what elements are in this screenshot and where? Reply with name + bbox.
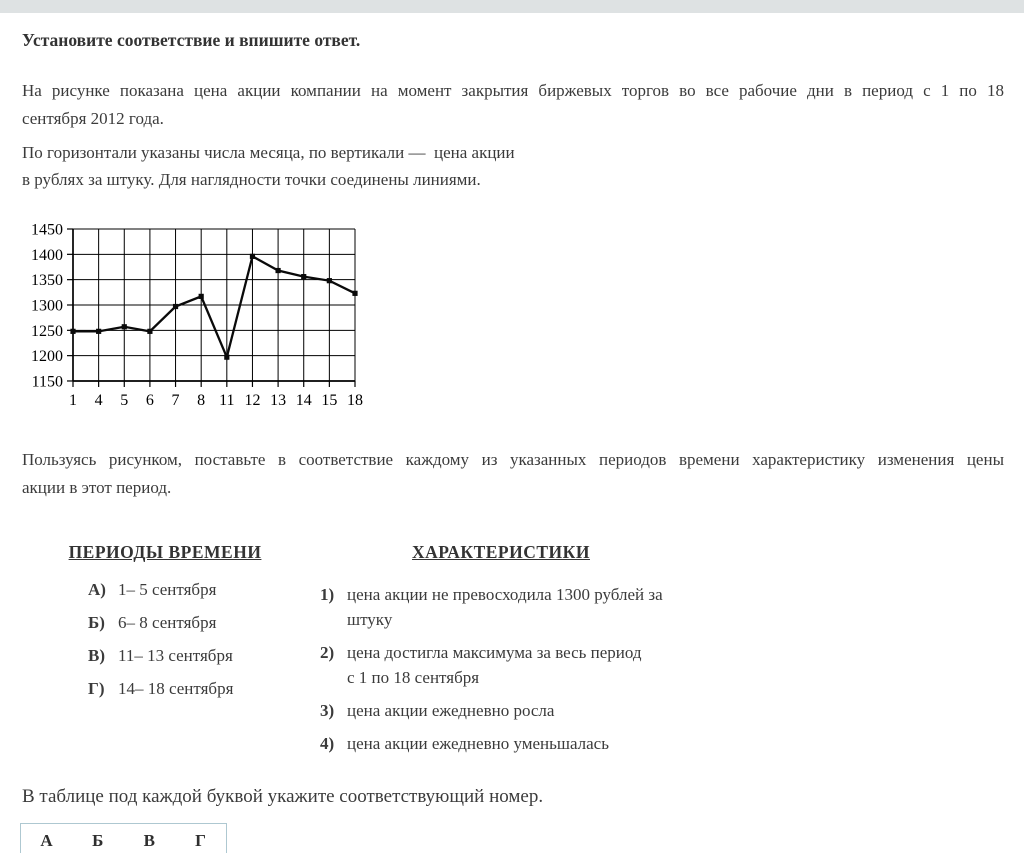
axes-description-paragraph (22, 139, 1004, 193)
top-bar (0, 0, 1024, 13)
svg-text:13: 13 (270, 391, 287, 409)
answer-column-label-g: Г (175, 824, 227, 853)
svg-text:1350: 1350 (31, 272, 63, 290)
svg-text:1400: 1400 (31, 246, 63, 264)
svg-text:1200: 1200 (31, 348, 63, 366)
characteristic-item-4 (320, 731, 682, 756)
period-key: А) (88, 580, 106, 599)
period-item-v (88, 648, 263, 664)
characteristic-key: 4) (320, 734, 335, 753)
characteristic-line: штуку (347, 610, 393, 629)
svg-text:6: 6 (145, 391, 154, 409)
task-paragraph (22, 446, 1004, 502)
characteristic-key: 3) (320, 701, 335, 720)
svg-text:8: 8 (197, 391, 206, 409)
axes-line-2: в рублях за штуку. Для наглядности точки соединены линиями. (22, 170, 481, 189)
characteristics-header: ХАРАКТЕРИСТИКИ (412, 542, 590, 562)
period-text: 1– 5 сентября (118, 580, 217, 599)
svg-text:1250: 1250 (31, 322, 63, 340)
table-instruction: В таблице под каждой буквой укажите соответствующий номер. (22, 786, 544, 807)
svg-text:7: 7 (171, 391, 180, 409)
svg-text:11: 11 (219, 391, 235, 409)
period-text: 14– 18 сентября (118, 679, 234, 698)
period-item-b (88, 615, 263, 631)
svg-text:1150: 1150 (31, 373, 63, 391)
period-text: 6– 8 сентября (118, 613, 217, 632)
svg-text:12: 12 (244, 391, 261, 409)
characteristic-item-1 (320, 582, 682, 632)
svg-text:18: 18 (347, 391, 363, 409)
characteristic-line: с 1 по 18 сентября (347, 668, 480, 687)
svg-text:14: 14 (295, 391, 312, 409)
characteristic-item-2 (320, 640, 682, 690)
svg-text:1: 1 (69, 391, 77, 409)
period-item-g (88, 681, 263, 697)
svg-text:1450: 1450 (31, 221, 63, 239)
characteristic-line: цена акции не превосходила 1300 рублей за (347, 585, 663, 604)
svg-text:5: 5 (120, 391, 129, 409)
answer-table-header-row (21, 824, 227, 853)
periods-column (67, 542, 263, 764)
svg-text:15: 15 (321, 391, 338, 409)
question-title: Установите соответствие и впишите ответ. (22, 30, 361, 50)
characteristic-key: 1) (320, 585, 335, 604)
intro-line-2: сентября 2012 года. (22, 109, 164, 128)
matching-section (22, 542, 1004, 764)
periods-list (67, 582, 263, 697)
stock-price-line-chart (22, 220, 372, 416)
characteristic-item-3 (320, 698, 682, 723)
task-line-2: акции в этот период. (22, 478, 172, 497)
answer-column-label-b: Б (72, 824, 124, 853)
chart-block (22, 220, 1004, 421)
question-content (0, 30, 1024, 853)
task-line-1: Пользуясь рисунком, поставьте в соответствие каждому из указанных периодов времени характеристику изменения цены (22, 450, 1004, 469)
characteristic-line: цена акции ежедневно уменьшалась (347, 734, 609, 753)
answer-column-label-v: В (124, 824, 176, 853)
period-item-a (88, 582, 263, 598)
characteristics-column (320, 542, 682, 764)
characteristic-key: 2) (320, 643, 335, 662)
intro-paragraph (22, 77, 1004, 133)
svg-text:1300: 1300 (31, 297, 63, 315)
svg-text:4: 4 (94, 391, 103, 409)
axes-line-1: По горизонтали указаны числа месяца, по вертикали — цена акции (22, 143, 515, 162)
characteristics-list (320, 582, 682, 756)
characteristic-line: цена достигла максимума за весь период (347, 643, 642, 662)
answer-table (20, 823, 227, 853)
periods-header: ПЕРИОДЫ ВРЕМЕНИ (68, 542, 262, 562)
period-text: 11– 13 сентября (118, 646, 233, 665)
period-key: В) (88, 646, 105, 665)
intro-line-1: На рисунке показана цена акции компании на момент закрытия биржевых торгов во все рабочие дни в период с 1 по 18 (22, 81, 1004, 100)
characteristic-line: цена акции ежедневно росла (347, 701, 555, 720)
answer-column-label-a: А (21, 824, 73, 853)
period-key: Б) (88, 613, 105, 632)
period-key: Г) (88, 679, 105, 698)
